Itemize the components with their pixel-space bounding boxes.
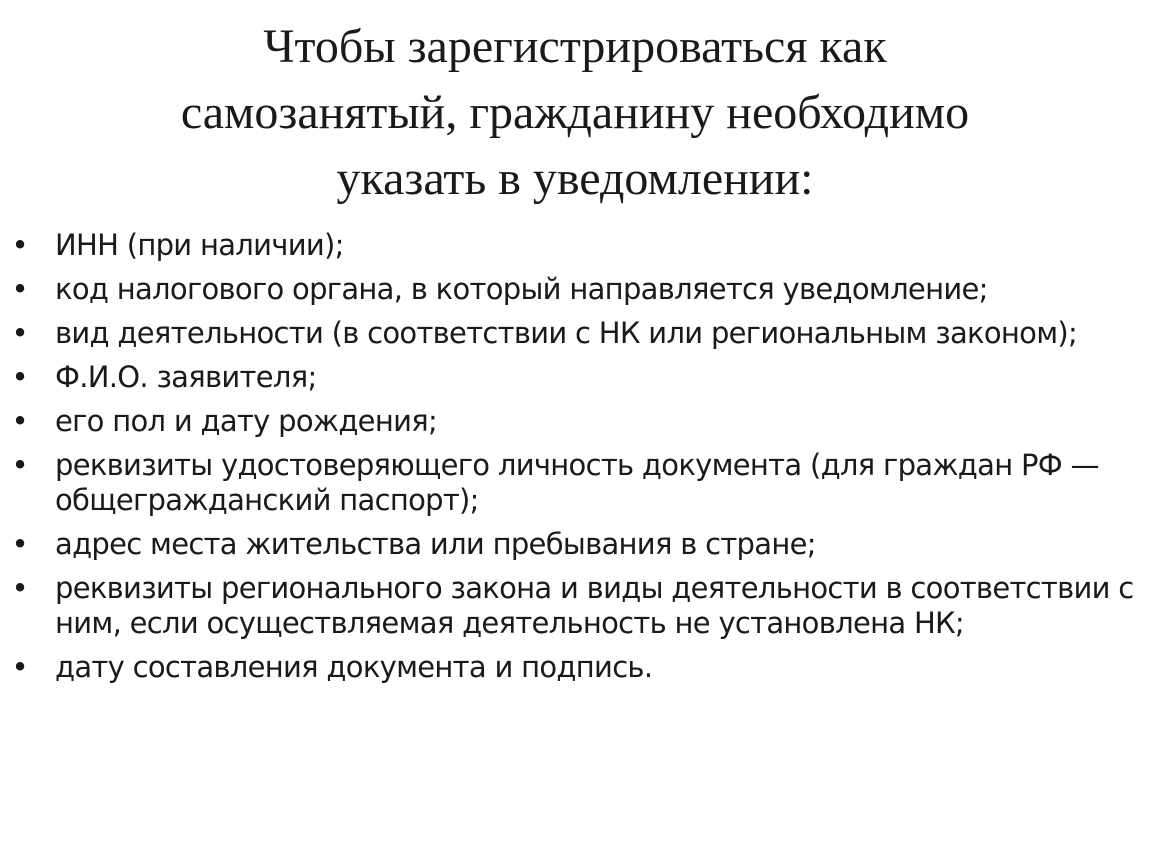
list-item-text: реквизиты удостоверяющего личность документа (для граждан РФ — общегражданский паспорт); bbox=[55, 448, 1099, 517]
list-item-text: Ф.И.О. заявителя; bbox=[55, 360, 317, 394]
list-item bbox=[10, 228, 1140, 263]
list-item bbox=[10, 404, 1140, 439]
list-item bbox=[10, 272, 1140, 307]
list-item bbox=[10, 650, 1140, 685]
bullet-icon: • bbox=[11, 448, 29, 482]
bullet-icon: • bbox=[11, 404, 29, 438]
bullet-icon: • bbox=[11, 228, 29, 262]
list-item bbox=[10, 571, 1140, 641]
bullet-icon: • bbox=[11, 571, 29, 605]
list-item-text: код налогового органа, в который направляется уведомление; bbox=[55, 272, 988, 306]
bullet-icon: • bbox=[11, 360, 29, 394]
bullet-icon: • bbox=[11, 527, 29, 561]
list-item-text: ИНН (при наличии); bbox=[55, 228, 344, 262]
bullet-icon: • bbox=[11, 650, 29, 684]
list-item bbox=[10, 448, 1140, 518]
list-item bbox=[10, 527, 1140, 562]
bullet-icon: • bbox=[11, 316, 29, 350]
list-item-text: реквизиты регионального закона и виды деятельности в соответствии с ним, если осуществляемая деятельность не установлена НК; bbox=[55, 571, 1134, 640]
bullet-list bbox=[10, 228, 1140, 694]
list-item bbox=[10, 360, 1140, 395]
list-item-text: вид деятельности (в соответствии с НК или региональным законом); bbox=[55, 316, 1078, 350]
list-item-text: его пол и дату рождения; bbox=[55, 404, 438, 438]
title-line-3: указать в уведомлении: bbox=[336, 152, 814, 205]
bullet-icon: • bbox=[11, 272, 29, 306]
list-item bbox=[10, 316, 1140, 351]
list-item-text: дату составления документа и подпись. bbox=[55, 650, 653, 684]
title-line-1: Чтобы зарегистрироваться как bbox=[263, 20, 887, 73]
list-item-text: адрес места жительства или пребывания в стране; bbox=[55, 527, 816, 561]
slide-title bbox=[60, 14, 1090, 212]
title-line-2: самозанятый, гражданину необходимо bbox=[180, 86, 970, 139]
